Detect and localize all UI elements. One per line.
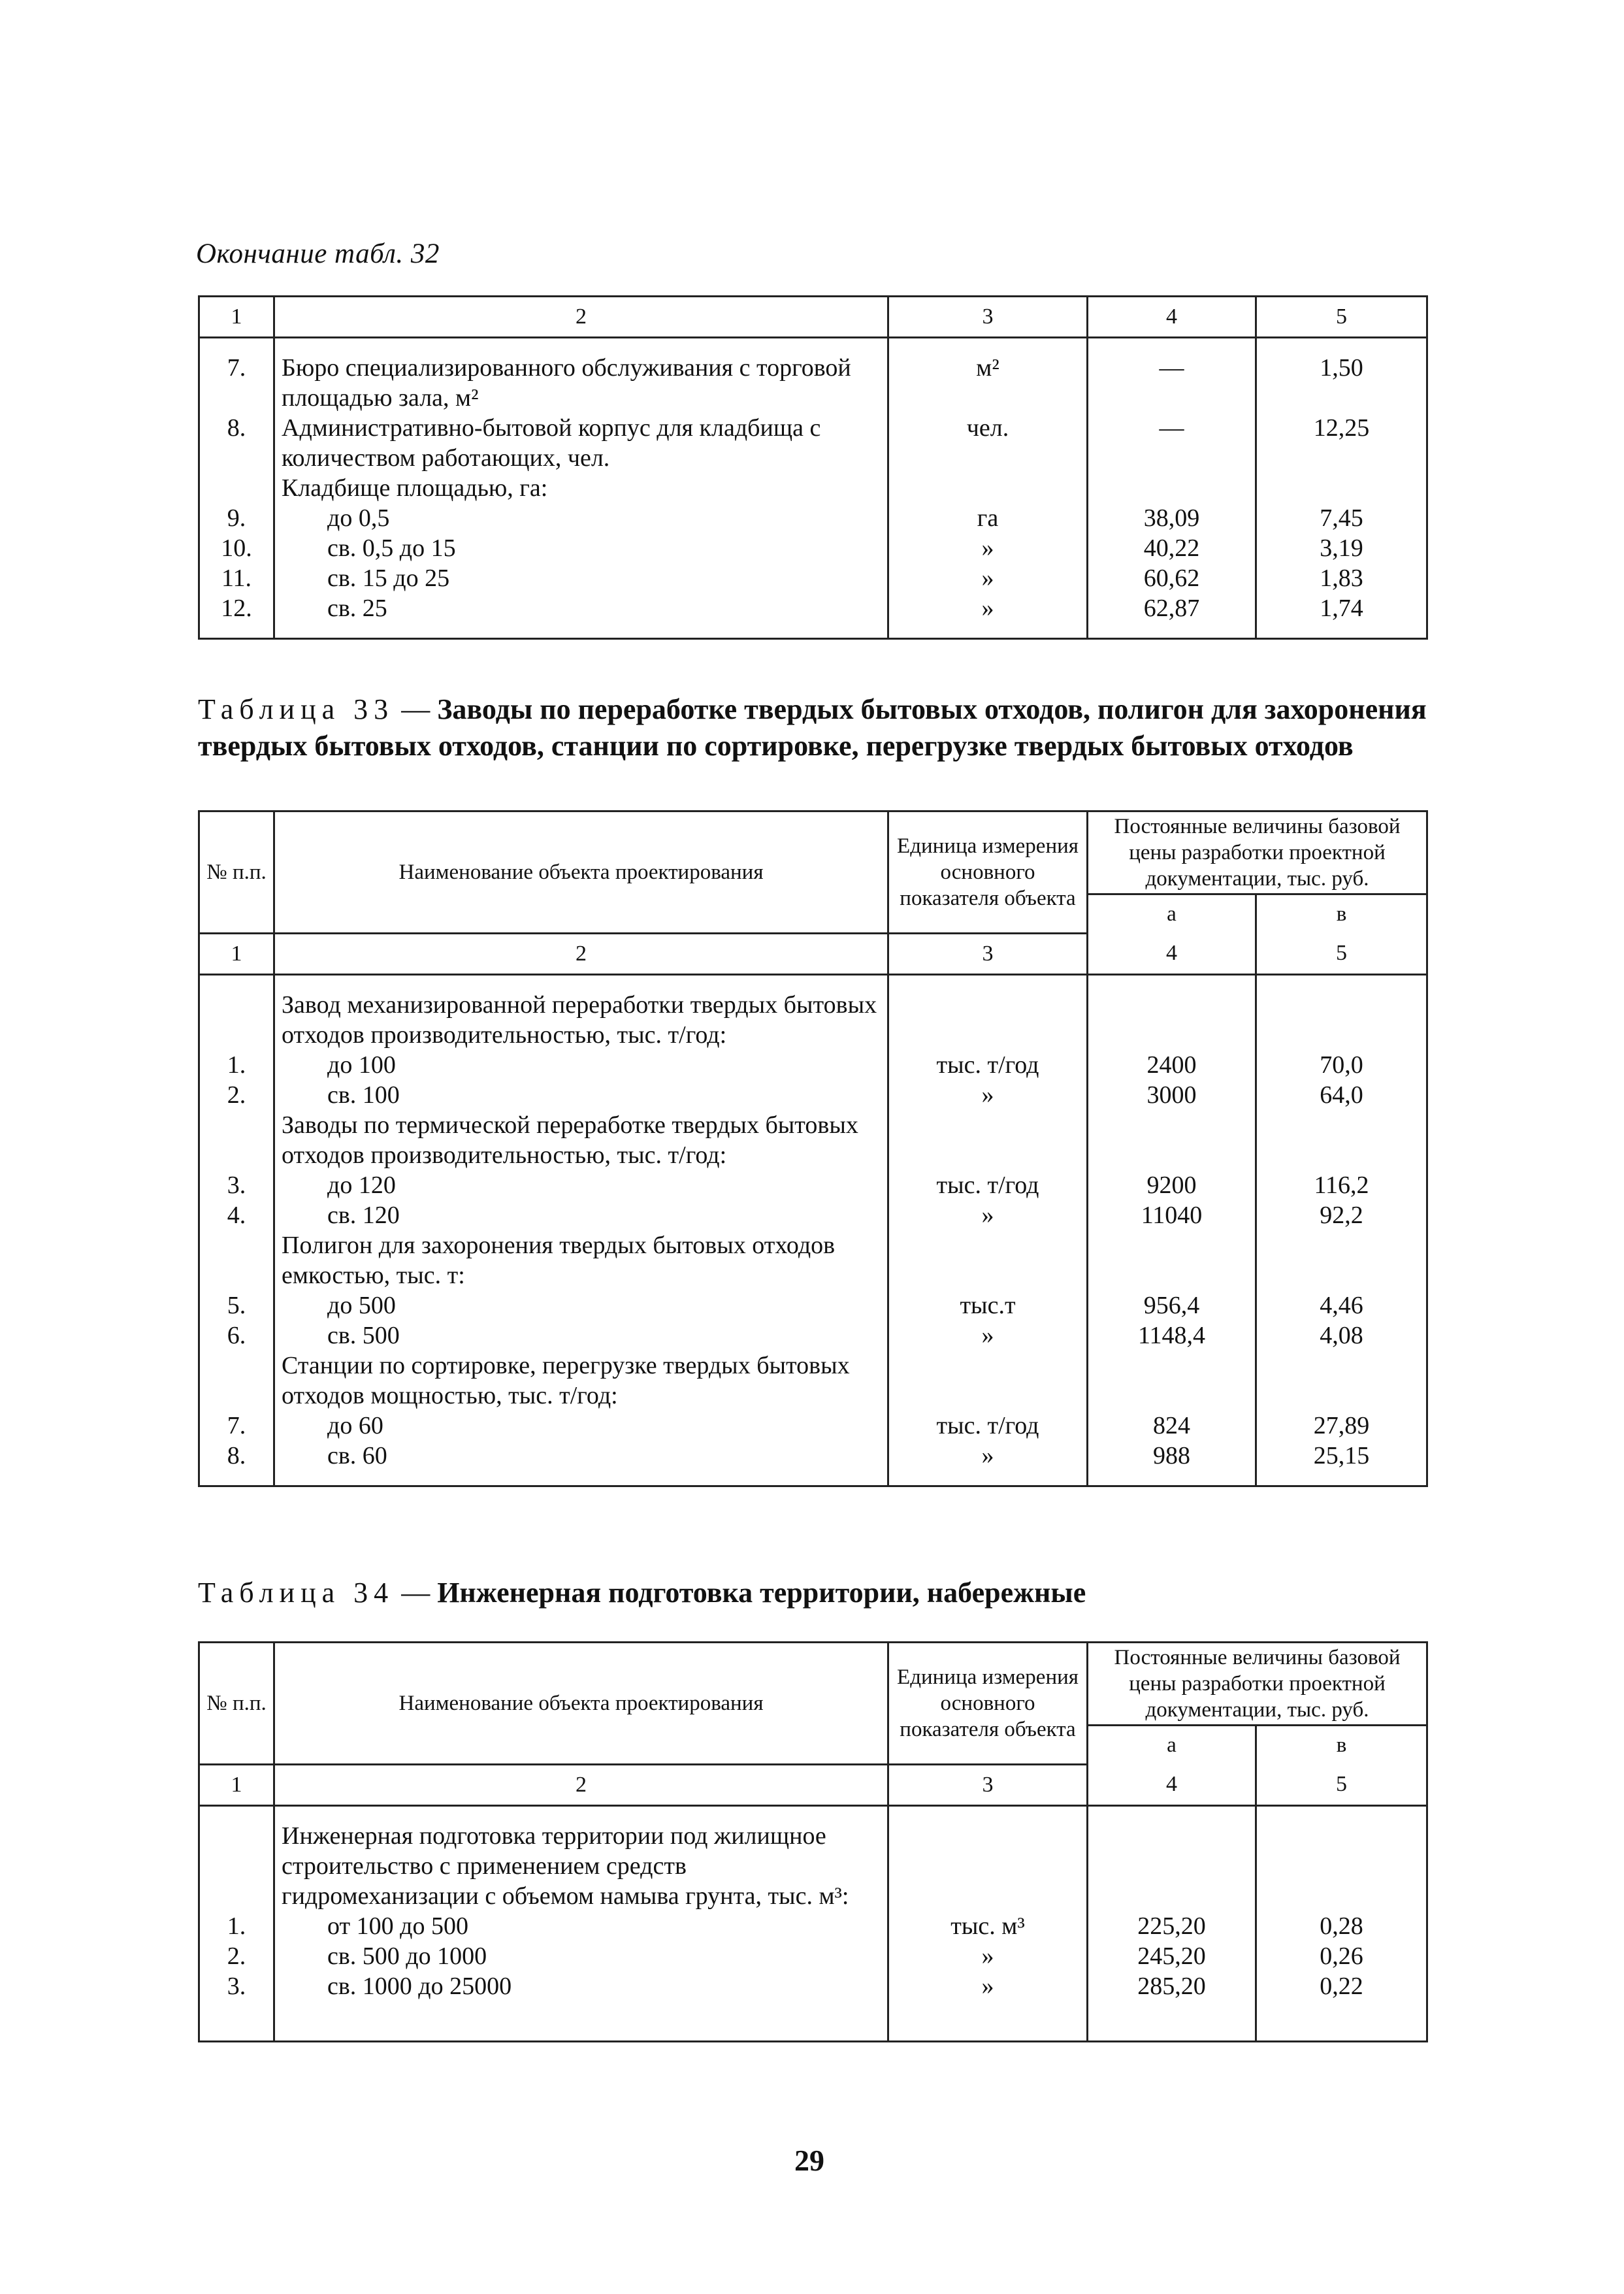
row-unit — [888, 1821, 1088, 1911]
column-number: 5 — [1256, 297, 1427, 338]
spacer-cell — [1256, 338, 1427, 353]
row-value-a: 60,62 — [1088, 563, 1256, 593]
row-unit — [888, 990, 1088, 1050]
row-value-a: 9200 — [1088, 1170, 1256, 1200]
table-32 — [198, 295, 1428, 640]
table-row — [199, 1971, 1427, 2001]
spacer-cell — [888, 2001, 1088, 2042]
column-number: 3 — [888, 934, 1088, 975]
header-b: в — [1256, 1726, 1427, 1765]
column-number-row — [199, 1765, 1427, 1806]
row-number: 5. — [199, 1290, 274, 1320]
row-value-b: 64,0 — [1256, 1080, 1427, 1110]
header-name: Наименование объекта проектирования — [274, 1643, 888, 1765]
row-value-b: 0,22 — [1256, 1971, 1427, 2001]
row-value-b — [1256, 473, 1427, 503]
table-row — [199, 990, 1427, 1050]
row-value-a: 38,09 — [1088, 503, 1256, 533]
column-number-row — [199, 297, 1427, 338]
row-number: 1. — [199, 1050, 274, 1080]
spacer-cell — [1256, 1806, 1427, 1822]
row-number: 7. — [199, 353, 274, 413]
table-34-label: Таблица 34 — [198, 1577, 395, 1609]
spacer-cell — [199, 2001, 274, 2042]
row-unit: м² — [888, 353, 1088, 413]
row-value-b — [1256, 990, 1427, 1050]
row-value-a: 956,4 — [1088, 1290, 1256, 1320]
spacer-row — [199, 2001, 1427, 2042]
column-number: 1 — [199, 1765, 274, 1806]
column-number: 4 — [1088, 934, 1256, 975]
row-unit: » — [888, 1971, 1088, 2001]
table-row — [199, 1821, 1427, 1911]
row-name: св. 120 — [274, 1200, 888, 1230]
spacer-cell — [1088, 975, 1256, 991]
spacer-cell — [274, 1806, 888, 1822]
row-number: 4. — [199, 1200, 274, 1230]
row-number — [199, 473, 274, 503]
row-number: 8. — [199, 413, 274, 473]
column-number: 5 — [1256, 1765, 1427, 1806]
row-value-b: 0,28 — [1256, 1911, 1427, 1941]
row-name: Станции по сортировке, перегрузке твердых бытовых отходов мощностью, тыс. т/год: — [274, 1351, 888, 1411]
table-33 — [198, 810, 1428, 1487]
row-value-a — [1088, 473, 1256, 503]
row-name: до 120 — [274, 1170, 888, 1200]
table-row — [199, 1230, 1427, 1290]
row-name: св. 500 — [274, 1320, 888, 1351]
table-row — [199, 1941, 1427, 1971]
spacer-row — [199, 338, 1427, 353]
row-unit: » — [888, 1320, 1088, 1351]
row-name: Кладбище площадью, га: — [274, 473, 888, 503]
row-value-b: 1,74 — [1256, 593, 1427, 623]
table-row — [199, 593, 1427, 623]
column-number: 3 — [888, 297, 1088, 338]
spacer-cell — [1256, 975, 1427, 991]
table-row — [199, 1911, 1427, 1941]
column-number: 5 — [1256, 934, 1427, 975]
spacer-cell — [888, 1806, 1088, 1822]
row-unit: тыс. м³ — [888, 1911, 1088, 1941]
row-value-a: 40,22 — [1088, 533, 1256, 563]
table-row — [199, 473, 1427, 503]
header-constants: Постоянные величины базовой цены разработки проектной документации, тыс. руб. — [1088, 1643, 1427, 1726]
table-33-title: Таблица 33 — Заводы по переработке твердых бытовых отходов, полигон для захоронения твердых бытовых отходов, станции по сортировке, перегрузке твердых бытовых отходов — [198, 693, 1427, 762]
column-number-row — [199, 934, 1427, 975]
row-value-a: 824 — [1088, 1411, 1256, 1441]
row-number — [199, 1230, 274, 1290]
header-num: № п.п. — [199, 1643, 274, 1765]
spacer-cell — [1088, 1806, 1256, 1822]
row-number: 3. — [199, 1170, 274, 1200]
row-value-b: 4,46 — [1256, 1290, 1427, 1320]
table-continuation-caption: Окончание табл. 32 — [196, 238, 440, 269]
table-33-heading: Заводы по переработке твердых бытовых отходов, полигон для захоронения твердых бытовых отходов, станции по сортировке, перегрузке твердых бытовых отходов — [198, 693, 1427, 762]
spacer-row — [199, 1806, 1427, 1822]
row-value-a — [1088, 1351, 1256, 1411]
table-row — [199, 1441, 1427, 1471]
row-value-a: — — [1088, 353, 1256, 413]
row-unit: чел. — [888, 413, 1088, 473]
row-unit: » — [888, 533, 1088, 563]
row-value-a: 1148,4 — [1088, 1320, 1256, 1351]
spacer-row — [199, 1471, 1427, 1486]
row-unit: » — [888, 1941, 1088, 1971]
row-value-b — [1256, 1351, 1427, 1411]
header-unit: Единица измерения основного показателя объекта — [888, 1643, 1088, 1765]
row-unit: » — [888, 563, 1088, 593]
row-number — [199, 1110, 274, 1170]
row-unit: тыс. т/год — [888, 1411, 1088, 1441]
row-value-b: 116,2 — [1256, 1170, 1427, 1200]
row-unit: тыс.т — [888, 1290, 1088, 1320]
table-row — [199, 1411, 1427, 1441]
spacer-cell — [274, 1471, 888, 1486]
table-row — [199, 1080, 1427, 1110]
table-row — [199, 413, 1427, 473]
spacer-cell — [1088, 1471, 1256, 1486]
row-name: до 60 — [274, 1411, 888, 1441]
table-row — [199, 1200, 1427, 1230]
column-number: 4 — [1088, 1765, 1256, 1806]
row-value-b: 25,15 — [1256, 1441, 1427, 1471]
row-value-b — [1256, 1230, 1427, 1290]
spacer-cell — [888, 623, 1088, 639]
table-row — [199, 1290, 1427, 1320]
spacer-cell — [199, 1806, 274, 1822]
table-34-title: Таблица 34 — Инженерная подготовка территории, набережные — [198, 1577, 1086, 1609]
row-number: 2. — [199, 1941, 274, 1971]
row-value-a: 245,20 — [1088, 1941, 1256, 1971]
row-name: Завод механизированной переработки твердых бытовых отходов производительностью, тыс. т/год: — [274, 990, 888, 1050]
table-row — [199, 1050, 1427, 1080]
header-b: в — [1256, 894, 1427, 934]
spacer-row — [199, 975, 1427, 991]
spacer-row — [199, 623, 1427, 639]
row-value-a: — — [1088, 413, 1256, 473]
header-constants: Постоянные величины базовой цены разработки проектной документации, тыс. руб. — [1088, 811, 1427, 894]
row-name: до 500 — [274, 1290, 888, 1320]
row-value-a: 285,20 — [1088, 1971, 1256, 2001]
table-row — [199, 563, 1427, 593]
table-row — [199, 533, 1427, 563]
row-value-b: 3,19 — [1256, 533, 1427, 563]
row-number — [199, 1351, 274, 1411]
spacer-cell — [274, 975, 888, 991]
row-unit: тыс. т/год — [888, 1170, 1088, 1200]
spacer-cell — [1088, 2001, 1256, 2042]
spacer-cell — [1088, 623, 1256, 639]
row-name: до 0,5 — [274, 503, 888, 533]
row-value-a: 988 — [1088, 1441, 1256, 1471]
row-number: 7. — [199, 1411, 274, 1441]
row-name: от 100 до 500 — [274, 1911, 888, 1941]
row-name: св. 15 до 25 — [274, 563, 888, 593]
row-number: 6. — [199, 1320, 274, 1351]
spacer-cell — [199, 975, 274, 991]
row-number: 1. — [199, 1911, 274, 1941]
row-name: Административно-бытовой корпус для кладбища с количеством работающих, чел. — [274, 413, 888, 473]
row-value-b: 1,50 — [1256, 353, 1427, 413]
row-name: св. 100 — [274, 1080, 888, 1110]
spacer-cell — [274, 2001, 888, 2042]
row-value-b: 1,83 — [1256, 563, 1427, 593]
header-a: а — [1088, 894, 1256, 934]
row-number: 11. — [199, 563, 274, 593]
spacer-cell — [1256, 623, 1427, 639]
spacer-cell — [888, 975, 1088, 991]
row-value-b: 0,26 — [1256, 1941, 1427, 1971]
row-number: 3. — [199, 1971, 274, 2001]
row-value-b — [1256, 1821, 1427, 1911]
row-number: 2. — [199, 1080, 274, 1110]
table-row — [199, 503, 1427, 533]
row-unit: » — [888, 1441, 1088, 1471]
column-number: 2 — [274, 297, 888, 338]
table-34-heading: Инженерная подготовка территории, набережные — [437, 1577, 1086, 1609]
spacer-cell — [274, 623, 888, 639]
row-value-b: 70,0 — [1256, 1050, 1427, 1080]
row-value-a: 225,20 — [1088, 1911, 1256, 1941]
row-name: св. 500 до 1000 — [274, 1941, 888, 1971]
table-row — [199, 1351, 1427, 1411]
spacer-cell — [274, 338, 888, 353]
row-name: Бюро специализированного обслуживания с торговой площадью зала, м² — [274, 353, 888, 413]
header-row — [199, 1643, 1427, 1726]
row-value-a: 2400 — [1088, 1050, 1256, 1080]
row-value-a — [1088, 1821, 1256, 1911]
column-number: 4 — [1088, 297, 1256, 338]
header-a: а — [1088, 1726, 1256, 1765]
row-unit: » — [888, 1080, 1088, 1110]
row-unit: » — [888, 1200, 1088, 1230]
row-value-a: 62,87 — [1088, 593, 1256, 623]
row-number: 12. — [199, 593, 274, 623]
column-number: 2 — [274, 934, 888, 975]
row-value-a — [1088, 1110, 1256, 1170]
row-name: св. 0,5 до 15 — [274, 533, 888, 563]
row-number: 10. — [199, 533, 274, 563]
spacer-cell — [199, 623, 274, 639]
row-name: до 100 — [274, 1050, 888, 1080]
header-name: Наименование объекта проектирования — [274, 811, 888, 934]
column-number: 2 — [274, 1765, 888, 1806]
row-number — [199, 1821, 274, 1911]
row-unit — [888, 1230, 1088, 1290]
row-value-a: 11040 — [1088, 1200, 1256, 1230]
table-34 — [198, 1641, 1428, 2042]
row-value-b: 92,2 — [1256, 1200, 1427, 1230]
spacer-cell — [1088, 338, 1256, 353]
spacer-cell — [1256, 2001, 1427, 2042]
spacer-cell — [199, 338, 274, 353]
table-row — [199, 1170, 1427, 1200]
row-unit — [888, 1110, 1088, 1170]
row-name: Полигон для захоронения твердых бытовых отходов емкостью, тыс. т: — [274, 1230, 888, 1290]
spacer-cell — [199, 1471, 274, 1486]
table-33-label: Таблица 33 — [198, 693, 395, 725]
row-number: 8. — [199, 1441, 274, 1471]
row-number — [199, 990, 274, 1050]
row-value-a — [1088, 1230, 1256, 1290]
row-name: Заводы по термической переработке твердых бытовых отходов производительностью, тыс. т/год: — [274, 1110, 888, 1170]
row-unit: тыс. т/год — [888, 1050, 1088, 1080]
row-value-b: 27,89 — [1256, 1411, 1427, 1441]
row-name: св. 1000 до 25000 — [274, 1971, 888, 2001]
row-unit — [888, 473, 1088, 503]
header-unit: Единица измерения основного показателя объекта — [888, 811, 1088, 934]
row-value-b: 7,45 — [1256, 503, 1427, 533]
row-unit: » — [888, 593, 1088, 623]
row-value-b: 12,25 — [1256, 413, 1427, 473]
table-row — [199, 1320, 1427, 1351]
row-name: св. 25 — [274, 593, 888, 623]
column-number: 1 — [199, 297, 274, 338]
row-number: 9. — [199, 503, 274, 533]
row-unit: га — [888, 503, 1088, 533]
row-value-a: 3000 — [1088, 1080, 1256, 1110]
row-value-b — [1256, 1110, 1427, 1170]
row-name: св. 60 — [274, 1441, 888, 1471]
table-row — [199, 353, 1427, 413]
row-name: Инженерная подготовка территории под жилищное строительство с применением средств гидромеханизации с объемом намыва грунта, тыс. м³: — [274, 1821, 888, 1911]
spacer-cell — [888, 1471, 1088, 1486]
row-value-b: 4,08 — [1256, 1320, 1427, 1351]
row-value-a — [1088, 990, 1256, 1050]
column-number: 3 — [888, 1765, 1088, 1806]
header-row — [199, 811, 1427, 894]
header-num: № п.п. — [199, 811, 274, 934]
column-number: 1 — [199, 934, 274, 975]
row-unit — [888, 1351, 1088, 1411]
table-row — [199, 1110, 1427, 1170]
spacer-cell — [888, 338, 1088, 353]
page-number: 29 — [794, 2144, 824, 2177]
spacer-cell — [1256, 1471, 1427, 1486]
